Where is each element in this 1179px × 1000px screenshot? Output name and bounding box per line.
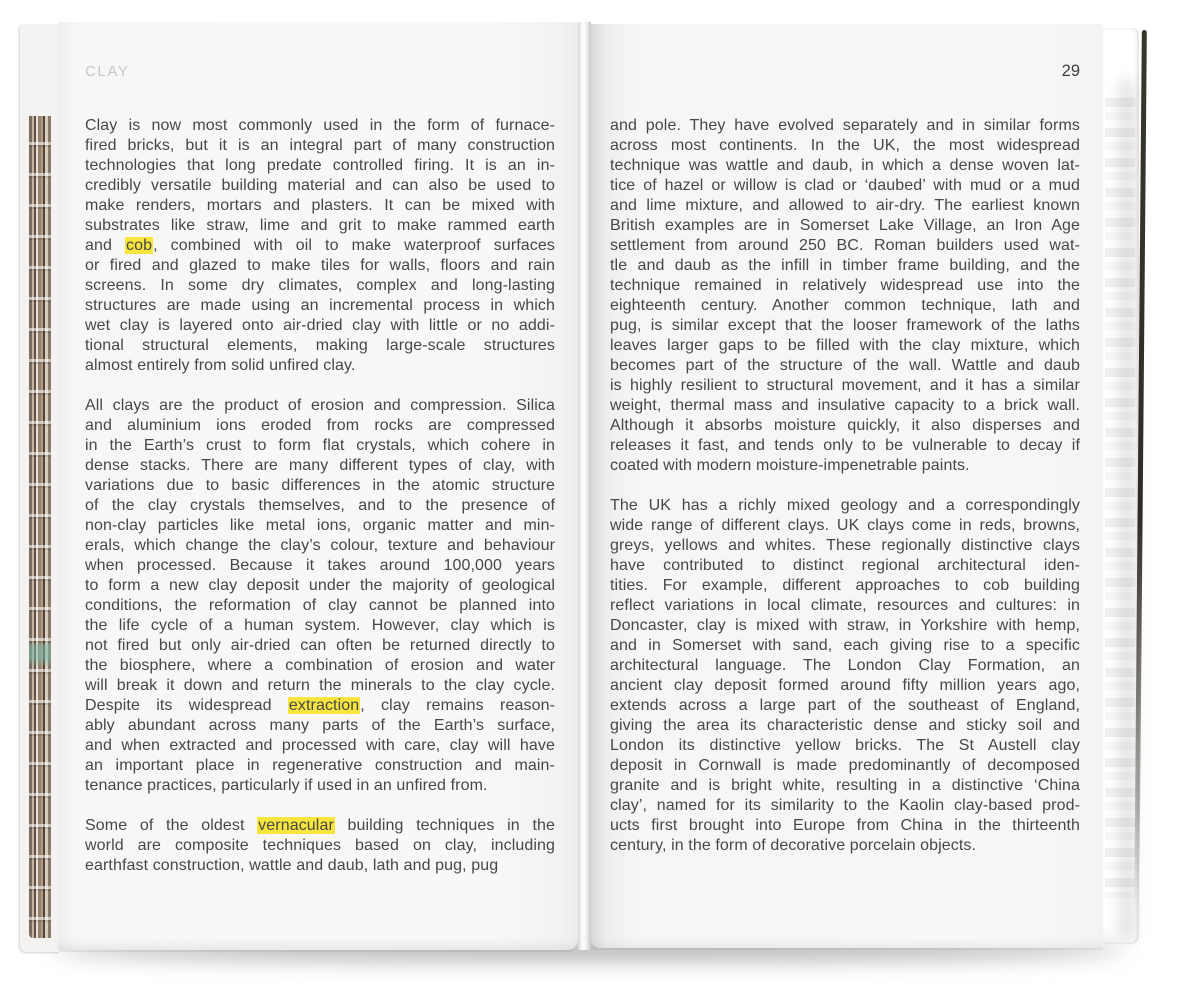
text-line: screens. In some dry climates, complex and long-lasting bbox=[85, 277, 555, 294]
paragraph bbox=[85, 816, 555, 876]
text-line: non-clay particles like metal ions, organic matter and min- bbox=[85, 517, 555, 534]
paragraph bbox=[85, 116, 555, 376]
text-line: is highly resilient to structural movement, and it has a similar bbox=[610, 377, 1080, 394]
paragraph bbox=[85, 396, 555, 796]
paragraph bbox=[610, 116, 1080, 476]
highlight: vernacular bbox=[258, 817, 334, 834]
text-line: coated with modern moisture-impenetrable paints. bbox=[610, 457, 970, 474]
text-line: substrates like straw, lime and grit to make rammed earth bbox=[85, 217, 555, 234]
text-line: the biosphere, where a combination of erosion and water bbox=[85, 657, 555, 674]
text-line: tice of hazel or willow is clad or ‘daubed’ with mud or a mud bbox=[610, 177, 1080, 194]
text-line: erals, which change the clay’s colour, texture and behaviour bbox=[85, 537, 555, 554]
text-line: tle and daub as the infill in timber frame building, and the bbox=[610, 257, 1080, 274]
text-line: to form a new clay deposit under the majority of geological bbox=[85, 577, 555, 594]
text-line: and in Somerset with sand, each giving rise to a specific bbox=[610, 637, 1080, 654]
text-line: British examples are in Somerset Lake Village, an Iron Age bbox=[610, 217, 1080, 234]
text-line: and aluminium ions eroded from rocks are compressed bbox=[85, 417, 555, 434]
running-head: CLAY bbox=[85, 63, 130, 80]
text-line: world are composite techniques based on clay, including bbox=[85, 837, 555, 854]
text-line: or fired and glazed to make tiles for walls, floors and rain bbox=[85, 257, 555, 274]
text-line: technique remained in relatively widespread use into the bbox=[610, 277, 1080, 294]
text-line: an important place in regenerative construction and main- bbox=[85, 757, 555, 774]
text-line: and pole. They have evolved separately and in similar forms bbox=[610, 117, 1080, 134]
text-line: wet clay is layered onto air-dried clay with little or no addi- bbox=[85, 317, 555, 334]
text-line: tenance practices, particularly if used in an unfired from. bbox=[85, 777, 488, 794]
text-line: Some of the oldest vernacular building techniques in the bbox=[85, 817, 555, 834]
page-number: 29 bbox=[1061, 62, 1080, 80]
text-line: tional structural elements, making large-scale structures bbox=[85, 337, 555, 354]
text-line: ably abundant across many parts of the Earth’s surface, bbox=[85, 717, 555, 734]
text-line: technologies that long predate controlled firing. It is an in- bbox=[85, 157, 555, 174]
text-line: releases it fast, and tends only to be vulnerable to decay if bbox=[610, 437, 1080, 454]
text-line: leaves larger gaps to be filled with the clay mixture, which bbox=[610, 337, 1080, 354]
text-line: across most continents. In the UK, the most widespread bbox=[610, 137, 1080, 154]
text-line: ucts first brought into Europe from China in the thirteenth bbox=[610, 817, 1080, 834]
text-line: reflect variations in local climate, resources and cultures: in bbox=[610, 597, 1080, 614]
text-line: not fired but only air-dried can often be returned directly to bbox=[85, 637, 555, 654]
text-line: Clay is now most commonly used in the form of furnace- bbox=[85, 117, 555, 134]
text-line: granite and is bright white, resulting in a distinctive ‘China bbox=[610, 777, 1080, 794]
left-page-stack-edge bbox=[20, 24, 60, 952]
text-line: variations due to basic differences in the atomic structure bbox=[85, 477, 555, 494]
text-line: deposit in Cornwall is made predominantly of decomposed bbox=[610, 757, 1080, 774]
right-text-column bbox=[610, 116, 1080, 856]
text-line: the life cycle of a human system. However, clay which is bbox=[85, 617, 555, 634]
colored-page-edges bbox=[29, 116, 51, 938]
text-line: of the clay crystals themselves, and to the presence of bbox=[85, 497, 555, 514]
right-page-stack-edge bbox=[1103, 28, 1139, 944]
text-line: have contributed to distinct regional architectural iden- bbox=[610, 557, 1080, 574]
text-line: in the Earth’s crust to form flat crystals, which cohere in bbox=[85, 437, 555, 454]
highlight: cob bbox=[126, 237, 153, 254]
text-line: settlement from around 250 BC. Roman builders used wat- bbox=[610, 237, 1080, 254]
text-line: dense stacks. There are many different types of clay, with bbox=[85, 457, 555, 474]
text-line: and lime mixture, and allowed to air-dry. The earliest known bbox=[610, 197, 1080, 214]
text-line: clay’, named for its similarity to the Kaolin clay-based prod- bbox=[610, 797, 1080, 814]
text-line: make renders, mortars and plasters. It can be mixed with bbox=[85, 197, 555, 214]
text-line: weight, thermal mass and insulative capacity to a brick wall. bbox=[610, 397, 1080, 414]
text-line: Although it absorbs moisture quickly, it also disperses and bbox=[610, 417, 1080, 434]
text-line: architectural language. The London Clay Formation, an bbox=[610, 657, 1080, 674]
text-line: giving the area its characteristic dense and sticky soil and bbox=[610, 717, 1080, 734]
text-line: Doncaster, clay is mixed with straw, in Yorkshire with hemp, bbox=[610, 617, 1080, 634]
text-line: ancient clay deposit formed around fifty million years ago, bbox=[610, 677, 1080, 694]
text-line: The UK has a richly mixed geology and a correspondingly bbox=[610, 497, 1080, 514]
text-line: extends across a large part of the southeast of England, bbox=[610, 697, 1080, 714]
text-line: structures are made using an incremental process in which bbox=[85, 297, 555, 314]
text-line: eighteenth century. Another common technique, lath and bbox=[610, 297, 1080, 314]
page-edge-streaks bbox=[1105, 98, 1135, 898]
text-line: All clays are the product of erosion and compression. Silica bbox=[85, 397, 555, 414]
text-line: pug, is similar except that the looser framework of the laths bbox=[610, 317, 1080, 334]
text-line: and when extracted and processed with care, clay will have bbox=[85, 737, 555, 754]
text-line: when processed. Because it takes around 100,000 years bbox=[85, 557, 555, 574]
text-line: Despite its widespread extraction, clay remains reason- bbox=[85, 697, 555, 714]
text-line: wide range of different clays. UK clays come in reds, browns, bbox=[610, 517, 1080, 534]
text-line: London its distinctive yellow bricks. The St Austell clay bbox=[610, 737, 1080, 754]
text-line: earthfast construction, wattle and daub, lath and pug, pug bbox=[85, 857, 499, 874]
text-line: tities. For example, different approaches to cob building bbox=[610, 577, 1080, 594]
text-line: almost entirely from solid unfired clay. bbox=[85, 357, 356, 374]
left-text-column bbox=[85, 116, 555, 876]
highlight: extraction bbox=[288, 697, 360, 714]
text-line: century, in the form of decorative porcelain objects. bbox=[610, 837, 977, 854]
text-line: conditions, the reformation of clay cannot be planned into bbox=[85, 597, 555, 614]
text-line: technique was wattle and daub, in which a dense woven lat- bbox=[610, 157, 1080, 174]
paragraph bbox=[610, 496, 1080, 856]
text-line: greys, yellows and whites. These regionally distinctive clays bbox=[610, 537, 1080, 554]
text-line: and cob, combined with oil to make waterproof surfaces bbox=[85, 237, 555, 254]
text-line: credibly versatile building material and can also be used to bbox=[85, 177, 555, 194]
text-line: becomes part of the structure of the wall. Wattle and daub bbox=[610, 357, 1080, 374]
text-line: fired bricks, but it is an integral part of many construction bbox=[85, 137, 555, 154]
book-spine-gutter bbox=[578, 22, 591, 950]
text-line: will break it down and return the minerals to the clay cycle. bbox=[85, 677, 555, 694]
